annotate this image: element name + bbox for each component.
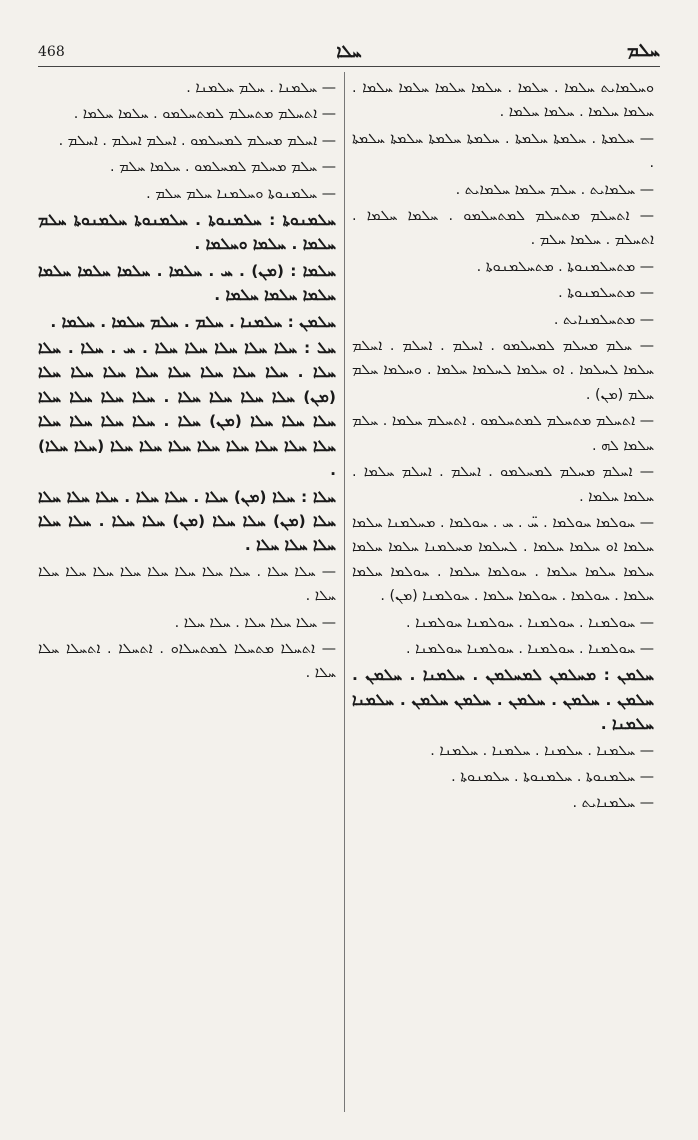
dictionary-entry [38, 336, 336, 482]
dictionary-subentry [38, 637, 336, 686]
entry-headword: ܚܠ : [303, 339, 336, 358]
entry-text: ܡܚܠܡܢ ܠܡܚܠܡܢ . ܚܠܡܢܐ . ܚܠܡܢ . ܚܠܡܢ . ܚܠܡܢ . ܚܠܡܢ . ܚܠܡܢ ܚܠܡܢ . ܚܠܡܢܐ ܚܠܡܢܐ . [352, 666, 654, 734]
dictionary-subentry [352, 204, 654, 253]
header-rule [38, 66, 660, 67]
entry-headword: ܚܠܡܢ : [287, 312, 336, 331]
entry-text: — ܐܬܚܠܡ ܡܬܚܠܡ ܠܡܬܚܠܡܘ . ܚܠܡܐ ܚܠܡܐ . [73, 106, 336, 123]
entry-text: — ܐܬܚܠܡ ܡܬܚܠܡ ܠܡܬܚܠܡܘ . ܚܠܡܐ ܚܠܡܐ . ܐܬܚܠܡ . ܚܠܡܐ ܚܠܡ . [352, 208, 654, 249]
entry-headword: ܚܠܡܐ : [290, 261, 336, 280]
entry-text: ܘܚܠܡܐܝܬ ܚܠܡܐ . ܚܠܡܐ . ܚܠܡܐ ܚܠܡܐ ܚܠܡܐ ܚܠܡܐ . ܚܠܡܐ ܚܠܡܐ . ܚܠܡܐ ܚܠܡܐ . [352, 80, 654, 121]
entry-text: — ܚܠܡܐܝܬ . ܚܠܡ ܚܠܡܐ ܚܠܡܐܝܬ . [455, 181, 654, 198]
dictionary-subentry [38, 611, 336, 635]
entry-text: ܚܠܐ (ܡܢ) ܚܠܐ . ܚܠܐ ܚܠܐ . ܚܠܐ ܚܠܐ ܚܠܐ ܚܠܐ (ܡܢ) ܚܠܐ ܚܠܐ (ܡܢ) ܚܠܐ ܚܠܐ . ܚܠܐ ܚܠܐ ܚܠܐ ܚܠܐ ܚܠܐ . [38, 487, 336, 555]
dictionary-subentry [352, 308, 654, 332]
entry-text: — ܚܠܡ ܡܚܠܡ ܠܡܚܠܡܘ . ܚܠܡܐ ܚܠܡ . [110, 159, 336, 176]
running-head-center: ܚܠܐ [336, 42, 362, 62]
entry-text: — ܚܠܡ ܡܚܠܡ ܠܡܚܠܡܘ . ܐܚܠܡ . ܐܚܠܡ . ܐܚܠܡ ܚܠܡܐ ܠܚܠܡܐ . ܐܘ ܚܠܡܐ ܠܚܠܡܐ ܚܠܡܐ . ܘܚܠܡܐ ܚܠܡ ܚܠܡ (ܡܢ) . [352, 338, 654, 403]
dictionary-subentry [352, 791, 654, 815]
dictionary-subentry [38, 560, 336, 609]
dictionary-subentry [352, 127, 654, 176]
entry-text: — ܚܠܡܢܐ . ܚܠܡ ܚܠܡܢܐ . [186, 80, 336, 96]
entry-text: ܚܠܡܢܘܬܐ . ܚܠܡܢܘܬܐ ܚܠܡܢܘܬܐ ܚܠܡ ܚܠܡܐ . ܚܠܡܐ ܘܚܠܡܐ . [38, 211, 336, 254]
entry-text: — ܚܠܡܢܐܝܬ . [572, 795, 654, 812]
dictionary-subentry [352, 637, 654, 661]
column-divider [344, 72, 345, 1112]
dictionary-subentry [352, 76, 654, 125]
dictionary-subentry [352, 281, 654, 305]
entry-text: — ܐܬܚܠܐ ܡܬܚܠܐ ܠܡܬܚܠܐܘ . ܐܬܚܠܐ . ܐܬܚܠܐ ܚܠܐ ܚܠܐ . [38, 640, 336, 682]
dictionary-subentry [38, 155, 336, 179]
entry-headword: ܚܠܡܢܘܬܐ : [269, 211, 336, 230]
running-head-right: ܚܠܡ [627, 40, 660, 61]
entry-text: (ܡܢ) . ܚ . ܚܠܡܐ . ܚܠܡܐ ܚܠܡܐ ܚܠܡܐ ܚܠܡܐ ܚܠܡܐ ܚܠܡܐ . [38, 261, 336, 305]
entry-text: ܚܠܐ ܚܠܐ ܚܠܐ ܚܠܐ ܚܠܐ . ܚ . ܚܠܐ . ܚܠܐ ܚܠܐ . ܚܠܐ ܚܠܐ ܚܠܐ ܚܠܐ ܚܠܐ ܚܠܐ ܚܠܐ ܚܠܐ (ܡܢ) ܚܠܐ ܚܠܐ ܚܠܐ ܚܠܐ . ܚܠܐ ܚܠܐ ܚܠܐ ܚܠܐ ܚܠܐ ܚܠܐ ܚܠܐ (ܡܢ) ܚܠܐ . ܚܠܐ ܚܠܐ ܚܠܐ ܚܠܐ ܚܠܐ ܚܠܐ ܚܠܐ ܚܠܐ ܚܠܐ ܚܠܐ ܚܠܐ ܚܠܐ (ܚܠܐ ܚܠܐ) . [38, 339, 336, 480]
left-column [38, 76, 336, 1106]
entry-text: — ܚܘܠܡܢܐ . ܚܘܠܡܢܐ . ܚܘܠܡܢܐ ܚܘܠܡܢܐ . [406, 640, 654, 657]
entry-text: — ܚܠܐ ܚܠܐ ܚܠܐ . ܚܠܐ ܚܠܐ . [174, 614, 336, 631]
entry-text: — ܚܘܠܡܢܐ . ܚܘܠܡܢܐ . ܚܘܠܡܢܐ ܚܘܠܡܢܐ . [406, 614, 654, 631]
dictionary-subentry [352, 178, 654, 202]
entry-text: — ܚܠܡܢܐ . ܚܠܡܢܐ . ܚܠܡܢܐ . ܚܠܡܢܐ . [430, 742, 654, 759]
dictionary-subentry [352, 334, 654, 407]
entry-text: ܚܠܡܢܐ . ܚܠܡ . ܚܠܡ ܚܠܡܐ . ܚܠܡܐ . [50, 312, 283, 331]
entry-text: — ܚܠܡܬܐ . ܚܠܡܬܐ ܚܠܡܬܐ . ܚܠܡܬܐ ܚܠܡܬܐ ܚܠܡܬܐ ܚܠܡܬܐ . [352, 130, 654, 172]
dictionary-subentry [352, 611, 654, 635]
dictionary-subentry [352, 511, 654, 609]
dictionary-subentry [352, 409, 654, 458]
dictionary-entry [38, 310, 336, 334]
dictionary-entry [38, 208, 336, 257]
dictionary-entry [352, 663, 654, 736]
entry-text: — ܚܠܡܢܘܬܐ ܘܚܠܡܢܐ ܚܠܡ ܚܠܡ . [146, 185, 336, 202]
entry-text: — ܐܚܠܡ ܡܚܠܡ ܠܡܚܠܡܘ . ܐܚܠܡ . ܐܚܠܡ ܚܠܡܐ . ܚܠܡܐ ܚܠܡܐ . [352, 464, 654, 505]
entry-headword: ܚܠܐ : [301, 487, 336, 506]
dictionary-entry [38, 485, 336, 558]
entry-text: — ܡܬܚܠܡܢܘܬܐ . [558, 285, 654, 302]
entry-text: — ܚܠܡܢܘܬܐ . ܚܠܡܢܘܬܐ . ܚܠܡܢܘܬܐ . [451, 768, 654, 785]
dictionary-subentry [352, 765, 654, 789]
entry-text: — ܚܘܠܡܐ ܚܘܠܡܐ . ܚ̈ . ܚ . ܚܘܠܡܐ . ܡܚܠܡܢܐ ܚܠܡܐ ܚܠܡܐ ܐܘ ܚܠܡܐ ܚܠܡܐ . ܠܚܠܡܐ ܡܚܠܡܢܐ ܚܠܡܐ ܚܠܡܐ ܚܠܡܐ ܚܠܡܐ ܚܠܡܐ . ܚܘܠܡܐ ܚܠܡܐ . ܚܘܠܡܐ ܚܠܡܐ ܚܠܡܐ . ܚܘܠܡܐ . ܚܘܠܡܐ ܚܠܡܐ . ܚܘܠܡܢܐ (ܡܢ) . [352, 514, 654, 605]
dictionary-subentry [38, 129, 336, 153]
dictionary-subentry [352, 255, 654, 279]
entry-headword: ܚܠܡܢ : [603, 666, 654, 685]
entry-text: — ܡܬܚܠܡܢܐܝܬ . [553, 311, 654, 328]
dictionary-subentry [38, 102, 336, 126]
entry-text: — ܚܠܐ ܚܠܐ . ܚܠܐ ܚܠܐ ܚܠܐ ܚܠܐ ܚܠܐ ܚܠܐ ܚܠܐ ܚܠܐ ܚܠܐ . [38, 563, 336, 605]
right-column [352, 76, 654, 1106]
entry-text: — ܐܚܠܡ ܡܚܠܡ ܠܡܚܠܡܘ . ܐܚܠܡ ܐܚܠܡ . ܐܚܠܡ . [58, 132, 336, 149]
dictionary-subentry [352, 460, 654, 509]
dictionary-subentry [352, 739, 654, 763]
entry-text: — ܡܬܚܠܡܢܘܬܐ . ܡܬܚܠܡܢܘܬܐ . [476, 258, 654, 275]
entry-text: — ܐܬܚܠܡ ܡܬܚܠܡ ܠܡܬܚܠܡܘ . ܐܬܚܠܡ ܚܠܡܐ . ܚܠܡ ܚܠܡܐ ܠܗ . [352, 413, 654, 454]
page-header [38, 40, 660, 64]
dictionary-entry [38, 259, 336, 308]
page-number: 468 [38, 44, 65, 60]
dictionary-subentry [38, 182, 336, 206]
dictionary-subentry [38, 76, 336, 100]
